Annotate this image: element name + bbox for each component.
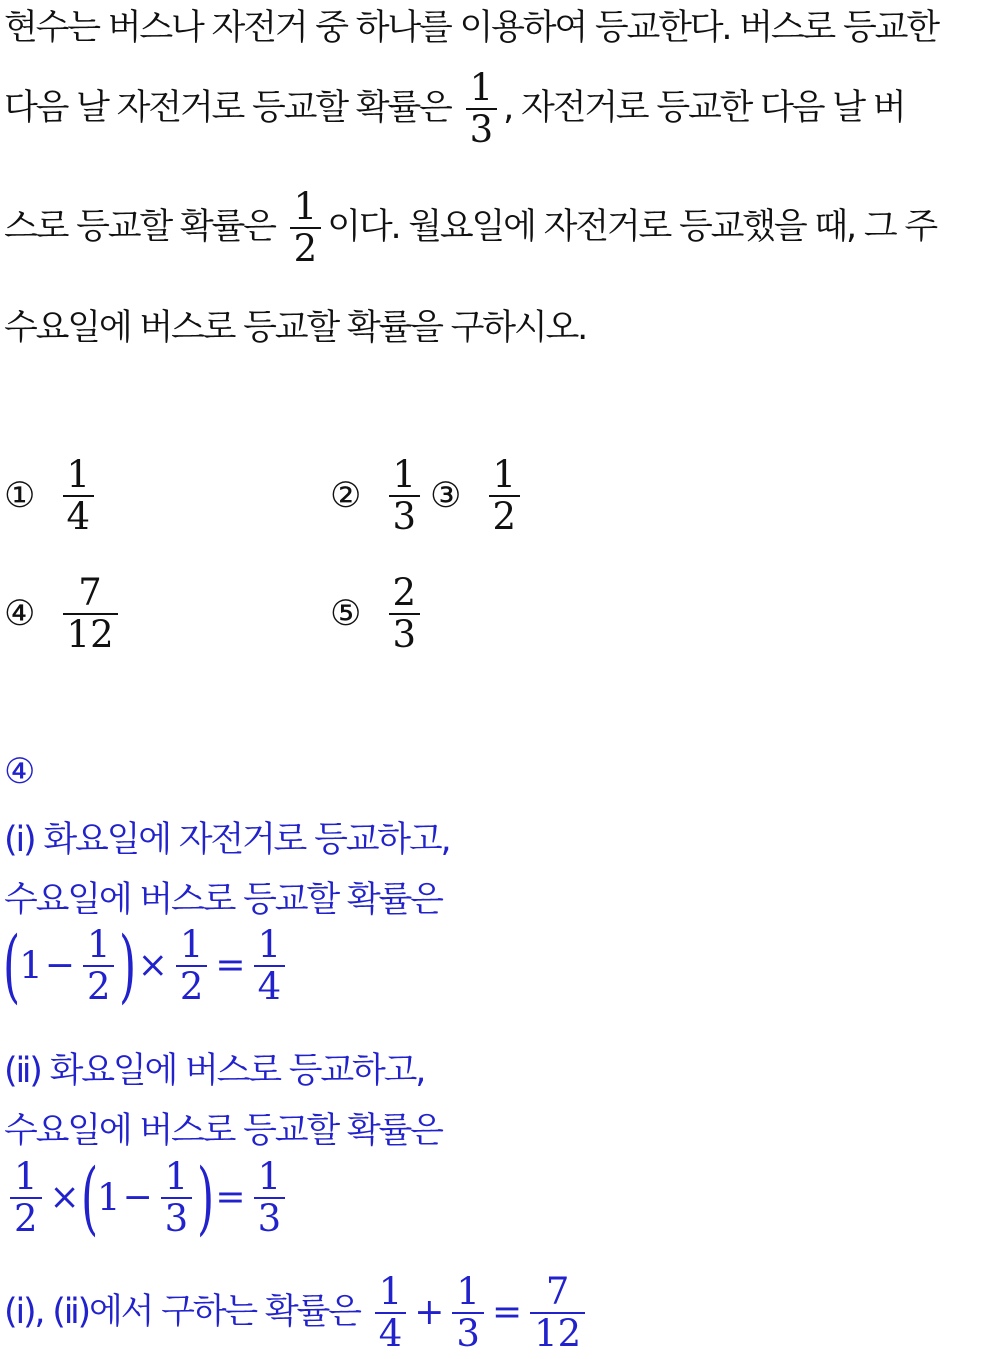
- question-text: , 자전거로 등교한 다음 날 버: [503, 87, 905, 128]
- fraction: [63, 455, 95, 537]
- fraction: [375, 1272, 407, 1354]
- solution-case2-equation: [4, 1150, 291, 1244]
- choice-mark: ②: [330, 475, 362, 516]
- denominator: 2: [83, 965, 115, 1007]
- final-text: (ⅰ), (ⅱ)에서 구하는 확률은: [4, 1291, 360, 1332]
- denominator: 4: [375, 1312, 407, 1354]
- number: 1: [19, 944, 43, 988]
- denominator: 12: [63, 613, 118, 655]
- denominator: 4: [254, 965, 286, 1007]
- choice-2[interactable]: [330, 455, 426, 537]
- question-text: 다음 날 자전거로 등교할 확률은: [4, 87, 451, 128]
- question-line-1: 현수는 버스나 자전거 중 하나를 이용하여 등교한다. 버스로 등교한: [4, 8, 938, 48]
- times-sign: ×: [49, 1177, 80, 1219]
- fraction: [290, 187, 322, 269]
- denominator: 3: [389, 613, 421, 655]
- right-paren: ): [119, 918, 137, 1012]
- fraction: [176, 925, 208, 1007]
- number: 1: [96, 1176, 121, 1220]
- solution-case1-line2: 수요일에 버스로 등교할 확률은: [4, 880, 442, 920]
- numerator: 7: [78, 571, 102, 614]
- numerator: 1: [456, 1270, 480, 1313]
- numerator: 1: [257, 923, 282, 966]
- choice-mark: ⑤: [330, 593, 362, 634]
- numerator: 1: [86, 923, 111, 966]
- solution-case1-equation: [3, 918, 291, 1012]
- fraction: [63, 573, 118, 655]
- denominator: 3: [161, 1197, 193, 1239]
- denominator: 2: [176, 965, 208, 1007]
- numerator: 1: [164, 1155, 189, 1198]
- choice-4[interactable]: [4, 573, 124, 655]
- left-paren: (: [80, 1150, 98, 1244]
- fraction: [389, 455, 421, 537]
- numerator: 1: [492, 453, 517, 496]
- fraction: [489, 455, 521, 537]
- numerator: 1: [66, 453, 91, 496]
- choice-1[interactable]: [4, 455, 100, 537]
- fraction: [530, 1272, 585, 1354]
- numerator: 1: [378, 1270, 403, 1313]
- right-paren: ): [197, 1150, 215, 1244]
- solution-case2-line2: 수요일에 버스로 등교할 확률은: [4, 1111, 442, 1151]
- denominator: 2: [489, 495, 521, 537]
- question-line-2: [4, 68, 904, 150]
- numerator: 1: [179, 923, 204, 966]
- fraction: [466, 68, 498, 150]
- question-line-4: 수요일에 버스로 등교할 확률을 구하시오.: [4, 308, 586, 348]
- fraction: [83, 925, 115, 1007]
- solution-final: [4, 1272, 591, 1354]
- plus-sign: +: [414, 1292, 445, 1334]
- equals-sign: =: [215, 1177, 246, 1219]
- denominator: 12: [530, 1312, 585, 1354]
- numerator: 2: [392, 571, 417, 614]
- denominator: 3: [452, 1312, 484, 1354]
- fraction: [254, 1157, 286, 1239]
- numerator: 1: [469, 66, 494, 109]
- fraction: [452, 1272, 484, 1354]
- numerator: 7: [545, 1270, 570, 1313]
- solution-answer: ④: [4, 752, 34, 792]
- solution-case1-label: (ⅰ) 화요일에 자전거로 등교하고,: [4, 820, 450, 860]
- question-line-3: [4, 187, 936, 269]
- denominator: 2: [290, 227, 322, 269]
- question-text: 스로 등교할 확률은: [4, 206, 275, 247]
- numerator: 1: [14, 1155, 38, 1198]
- choice-mark: ①: [4, 475, 36, 516]
- minus-sign: −: [44, 945, 75, 987]
- numerator: 1: [392, 453, 417, 496]
- fraction: [161, 1157, 193, 1239]
- denominator: 2: [10, 1197, 42, 1239]
- numerator: 1: [257, 1155, 282, 1198]
- numerator: 1: [293, 185, 318, 228]
- fraction: [10, 1157, 42, 1239]
- denominator: 3: [466, 108, 498, 150]
- denominator: 3: [389, 495, 421, 537]
- equals-sign: =: [215, 945, 246, 987]
- question-text: 이다. 월요일에 자전거로 등교했을 때, 그 주: [327, 206, 936, 247]
- times-sign: ×: [137, 945, 168, 987]
- minus-sign: −: [122, 1177, 153, 1219]
- choice-3[interactable]: [430, 455, 526, 537]
- choice-mark: ④: [4, 593, 36, 634]
- solution-case2-label: (ⅱ) 화요일에 버스로 등교하고,: [4, 1051, 425, 1091]
- choice-5[interactable]: [330, 573, 426, 655]
- fraction: [389, 573, 421, 655]
- choice-mark: ③: [430, 475, 462, 516]
- left-paren: (: [3, 918, 21, 1012]
- denominator: 3: [254, 1197, 286, 1239]
- fraction: [254, 925, 286, 1007]
- denominator: 4: [63, 495, 95, 537]
- equals-sign: =: [491, 1292, 523, 1334]
